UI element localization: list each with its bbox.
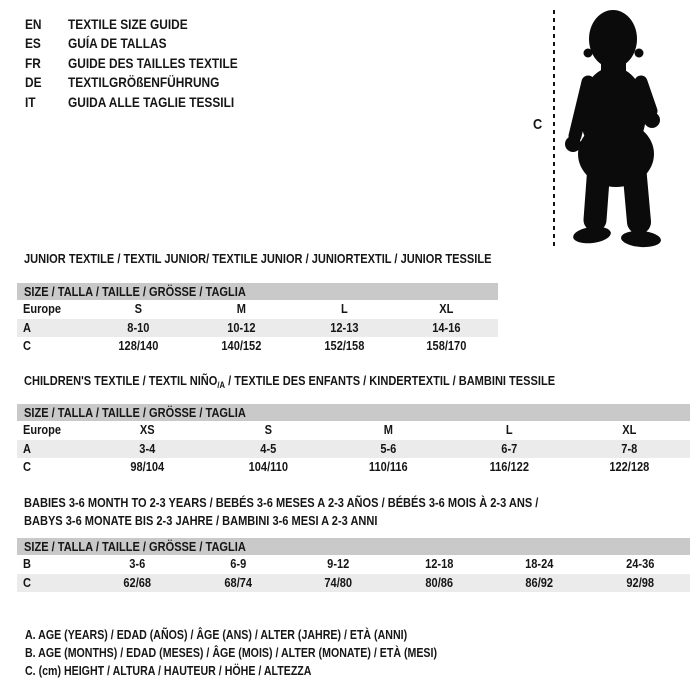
table-cell: XL	[622, 422, 637, 437]
table-cell: 86/92	[525, 574, 554, 590]
language-row-fr	[25, 54, 345, 73]
language-code: FR	[25, 54, 41, 71]
table-cell: XL	[439, 301, 454, 316]
table-row	[17, 574, 690, 593]
table-cell: 116/122	[489, 459, 529, 474]
table-cell: S	[134, 301, 143, 316]
table-cell: 10-12	[226, 319, 256, 335]
table-cell: 8-10	[127, 319, 150, 335]
table-cell: L	[340, 301, 348, 316]
row-label: Europe	[22, 422, 62, 437]
table-cell: 12-13	[329, 319, 359, 335]
language-row-de	[25, 73, 345, 92]
row-label: C	[22, 338, 31, 353]
table-row	[17, 300, 498, 319]
guide-title-es: GUÍA DE TALLAS	[68, 35, 167, 52]
table-cell: 7-8	[621, 440, 638, 456]
table-cell: 14-16	[432, 319, 461, 335]
table-cell: 62/68	[123, 574, 152, 590]
children-title-subscript: /A	[217, 380, 226, 390]
toddler-silhouette-icon	[562, 8, 668, 248]
legend	[25, 626, 510, 681]
table-cell: S	[264, 422, 272, 437]
row-label: A	[22, 440, 31, 456]
guide-title-fr: GUIDE DES TAILLES TEXTILE	[68, 54, 238, 71]
babies-title-line-2: BABYS 3-6 MONATE BIS 2-3 JAHRE / BAMBINI 3-6 MESI A 2-3 ANNI	[24, 512, 378, 528]
table-cell: 5-6	[380, 440, 397, 456]
table-header-bar	[17, 283, 498, 300]
table-cell: XS	[139, 422, 155, 437]
table-cell: 98/104	[130, 459, 165, 474]
legend-line-age-months: B. AGE (MONTHS) / EDAD (MESES) / ÂGE (MOIS) / ALTER (MONATE) / ETÀ (MESI)	[25, 646, 438, 661]
children-section-title	[24, 372, 555, 395]
table-cell: M	[236, 301, 246, 316]
babies-size-table	[17, 538, 690, 592]
guide-title-de: TEXTILGRÖßENFÜHRUNG	[68, 74, 220, 91]
language-row-es	[25, 34, 345, 53]
table-cell: 3-4	[139, 440, 156, 456]
table-cell: 12-18	[424, 556, 453, 571]
table-header-text: SIZE / TALLA / TAILLE / GRÖSSE / TAGLIA	[24, 284, 246, 299]
table-cell: 6-9	[229, 556, 246, 571]
junior-section-title: JUNIOR TEXTILE / TEXTIL JUNIOR/ TEXTILE JUNIOR / JUNIORTEXTIL / JUNIOR TESSILE	[24, 251, 492, 266]
language-code: IT	[25, 93, 36, 110]
table-cell: 6-7	[501, 440, 518, 456]
table-row	[17, 440, 690, 459]
table-cell: 158/170	[426, 338, 467, 353]
table-cell: L	[505, 422, 513, 437]
legend-line-height-cm: C. (cm) HEIGHT / ALTURA / HAUTEUR / HÖHE / ALTEZZA	[25, 664, 312, 679]
language-row-it	[25, 93, 345, 112]
children-title-text: / TEXTILE DES ENFANTS / KINDERTEXTIL / BAMBINI TESSILE	[225, 373, 556, 388]
table-row	[17, 458, 690, 477]
table-row	[17, 421, 690, 440]
table-cell: 3-6	[129, 556, 146, 571]
table-cell: M	[383, 422, 394, 437]
table-cell: 9-12	[327, 556, 350, 571]
table-cell: 74/80	[324, 574, 353, 590]
table-header-bar	[17, 404, 690, 421]
table-cell: 80/86	[424, 574, 453, 590]
table-cell: 110/116	[369, 459, 408, 474]
legend-line-age-years: A. AGE (YEARS) / EDAD (AÑOS) / ÂGE (ANS) / ALTER (JAHRE) / ETÀ (ANNI)	[25, 628, 408, 642]
children-title-text: CHILDREN'S TEXTILE / TEXTIL NIÑO	[24, 373, 218, 388]
table-header-text: SIZE / TALLA / TAILLE / GRÖSSE / TAGLIA	[24, 539, 246, 554]
row-label: A	[22, 319, 31, 335]
table-cell: 122/128	[609, 459, 650, 474]
babies-section-title	[24, 494, 629, 529]
language-code: DE	[25, 74, 42, 91]
guide-title-it: GUIDA ALLE TAGLIE TESSILI	[68, 93, 235, 110]
table-cell: 140/152	[221, 338, 262, 353]
table-cell: 128/140	[118, 338, 159, 353]
language-code: EN	[25, 16, 42, 32]
table-cell: 24-36	[625, 556, 654, 571]
row-label: B	[22, 556, 31, 571]
junior-size-table	[17, 283, 498, 356]
babies-title-line-1: BABIES 3-6 MONTH TO 2-3 YEARS / BEBÉS 3-6 MESES A 2-3 AÑOS / BÉBÉS 3-6 MOIS À 2-3 ANS /	[24, 495, 539, 510]
table-cell: 4-5	[259, 440, 276, 456]
table-header-bar	[17, 538, 690, 555]
language-title-list	[25, 15, 345, 112]
table-row	[17, 555, 690, 574]
table-cell: 92/98	[625, 574, 654, 590]
language-code: ES	[25, 35, 41, 52]
children-size-table	[17, 404, 690, 477]
table-header-text: SIZE / TALLA / TAILLE / GRÖSSE / TAGLIA	[24, 405, 246, 420]
table-cell: 18-24	[525, 556, 554, 571]
row-label: Europe	[22, 301, 62, 316]
table-row	[17, 319, 498, 338]
table-cell: 68/74	[223, 574, 252, 590]
row-label: C	[22, 574, 31, 590]
table-cell: 104/110	[248, 459, 288, 474]
table-row	[17, 337, 498, 356]
table-cell: 152/158	[323, 338, 364, 353]
guide-title-en: TEXTILE SIZE GUIDE	[68, 16, 188, 32]
height-measure-label: C	[533, 116, 543, 133]
height-measure-dashed-line	[553, 10, 555, 246]
row-label: C	[22, 459, 31, 474]
language-row-en	[25, 15, 345, 34]
